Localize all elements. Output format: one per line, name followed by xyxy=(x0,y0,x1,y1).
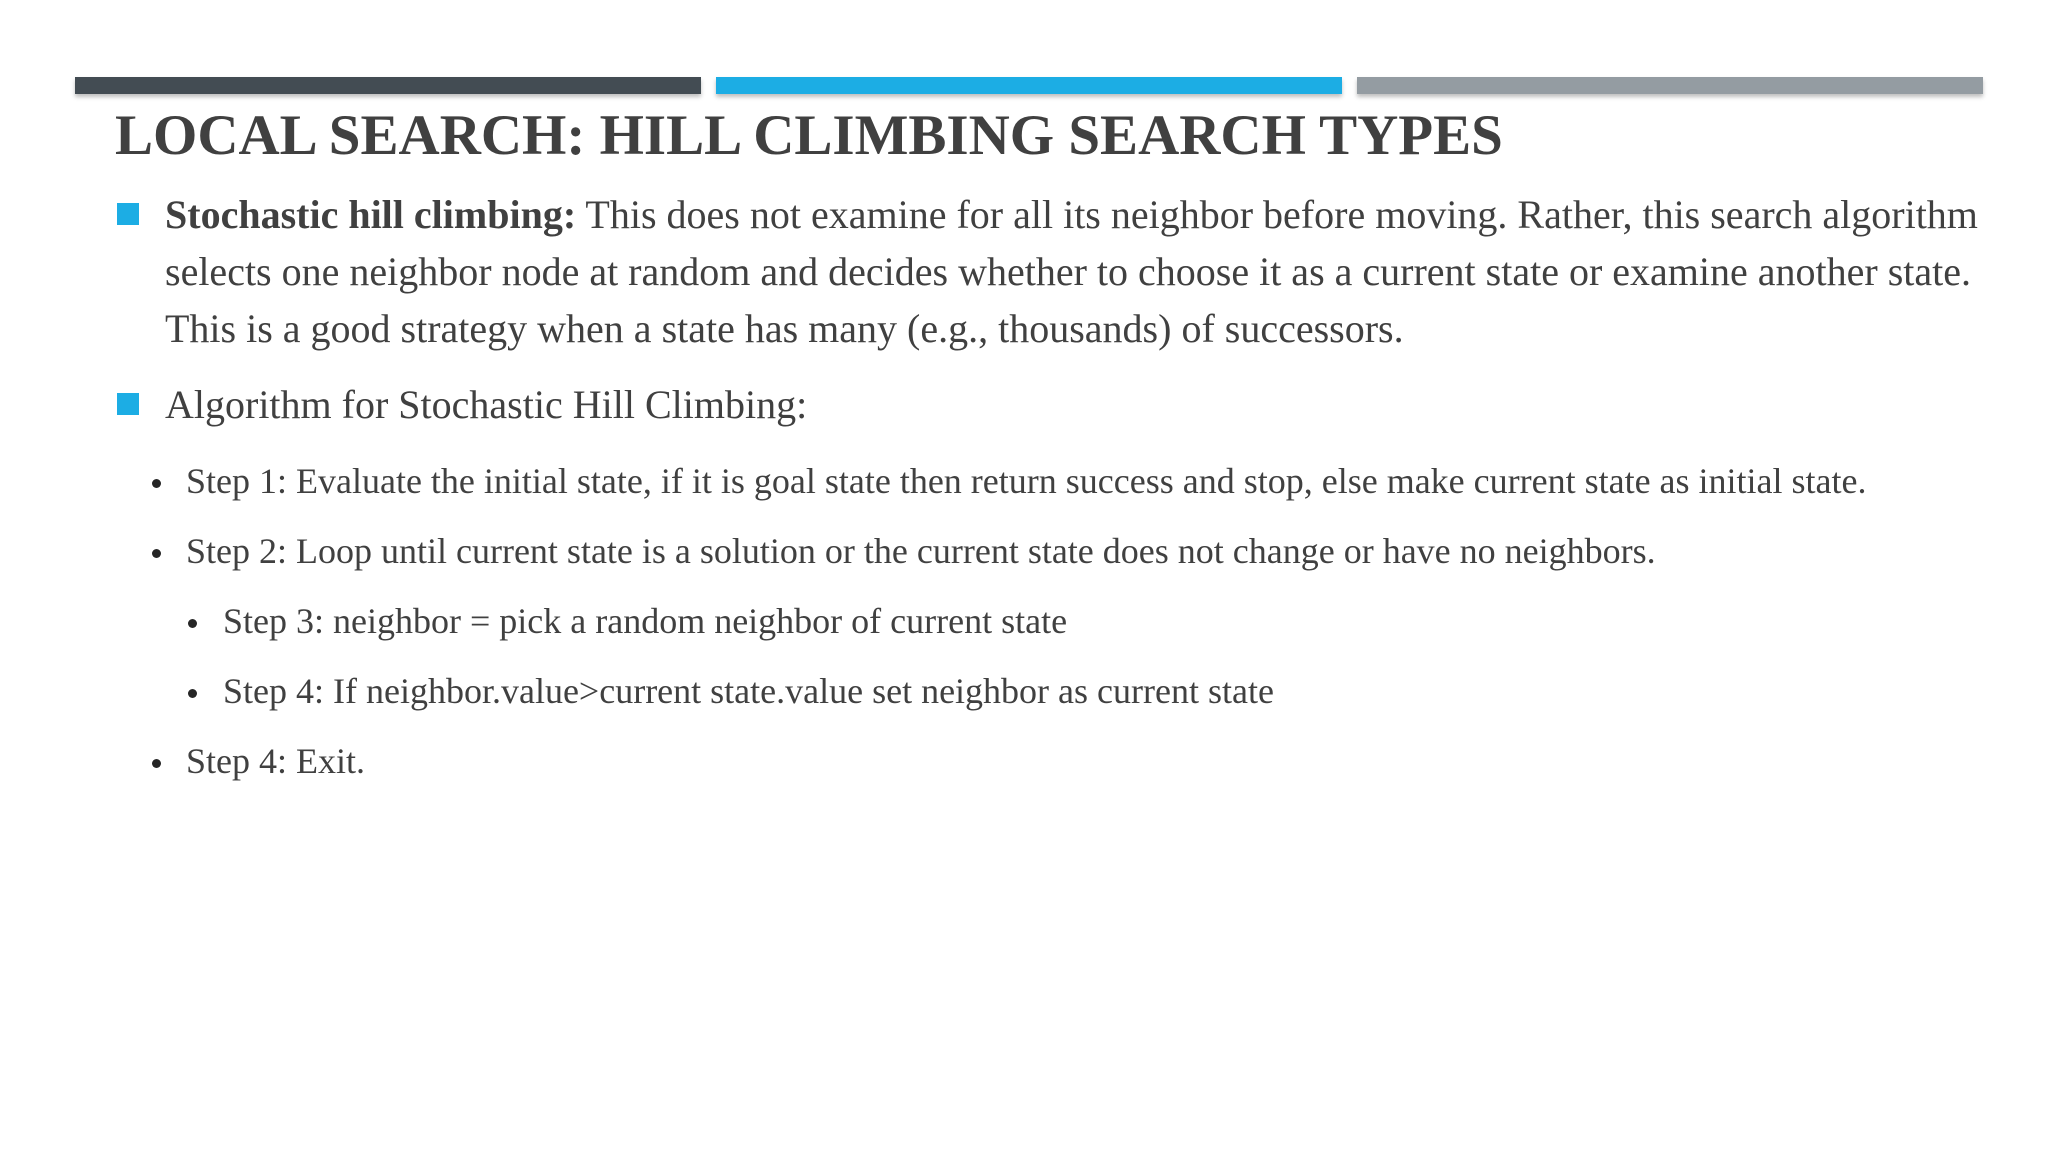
dot-bullet-icon xyxy=(152,479,161,488)
step-item xyxy=(0,735,2048,787)
square-bullet-icon xyxy=(117,203,139,225)
bullet-bold-term: Stochastic hill climbing: xyxy=(165,192,577,237)
header-bar-blue xyxy=(716,77,1342,94)
step-text: Step 2: Loop until current state is a solution or the current state does not change or have no neighbors. xyxy=(186,531,1656,571)
bullet-body-text: This does not examine for all its neighbor before moving. Rather, this search algorithm selects one neighbor node at random and decides whether to choose it as a current state or examine another state. This is a good strategy when a state has many (e.g., thousands) of successors. xyxy=(165,192,1978,351)
dot-bullet-icon xyxy=(188,689,197,698)
bullet-stochastic-definition xyxy=(0,186,2048,357)
step-item-nested xyxy=(0,665,2048,717)
header-bar-dark xyxy=(75,77,701,94)
header-bar-gray xyxy=(1357,77,1983,94)
step-item-nested xyxy=(0,595,2048,647)
slide-title: LOCAL SEARCH: HILL CLIMBING SEARCH TYPES xyxy=(115,104,1503,167)
step-text: Step 4: Exit. xyxy=(186,741,365,781)
bullet-algorithm-heading xyxy=(0,376,2048,433)
step-text: Step 3: neighbor = pick a random neighbor of current state xyxy=(223,601,1068,641)
step-item xyxy=(0,525,2048,577)
step-item xyxy=(0,455,2048,507)
dot-bullet-icon xyxy=(152,759,161,768)
dot-bullet-icon xyxy=(188,619,197,628)
dot-bullet-icon xyxy=(152,549,161,558)
step-text: Step 1: Evaluate the initial state, if it is goal state then return success and stop, else make current state as initial state. xyxy=(186,461,1867,501)
square-bullet-icon xyxy=(117,393,139,415)
step-text: Step 4: If neighbor.value>current state.value set neighbor as current state xyxy=(223,671,1274,711)
bullet-body-text: Algorithm for Stochastic Hill Climbing: xyxy=(165,382,808,427)
slide-content xyxy=(0,186,2048,787)
